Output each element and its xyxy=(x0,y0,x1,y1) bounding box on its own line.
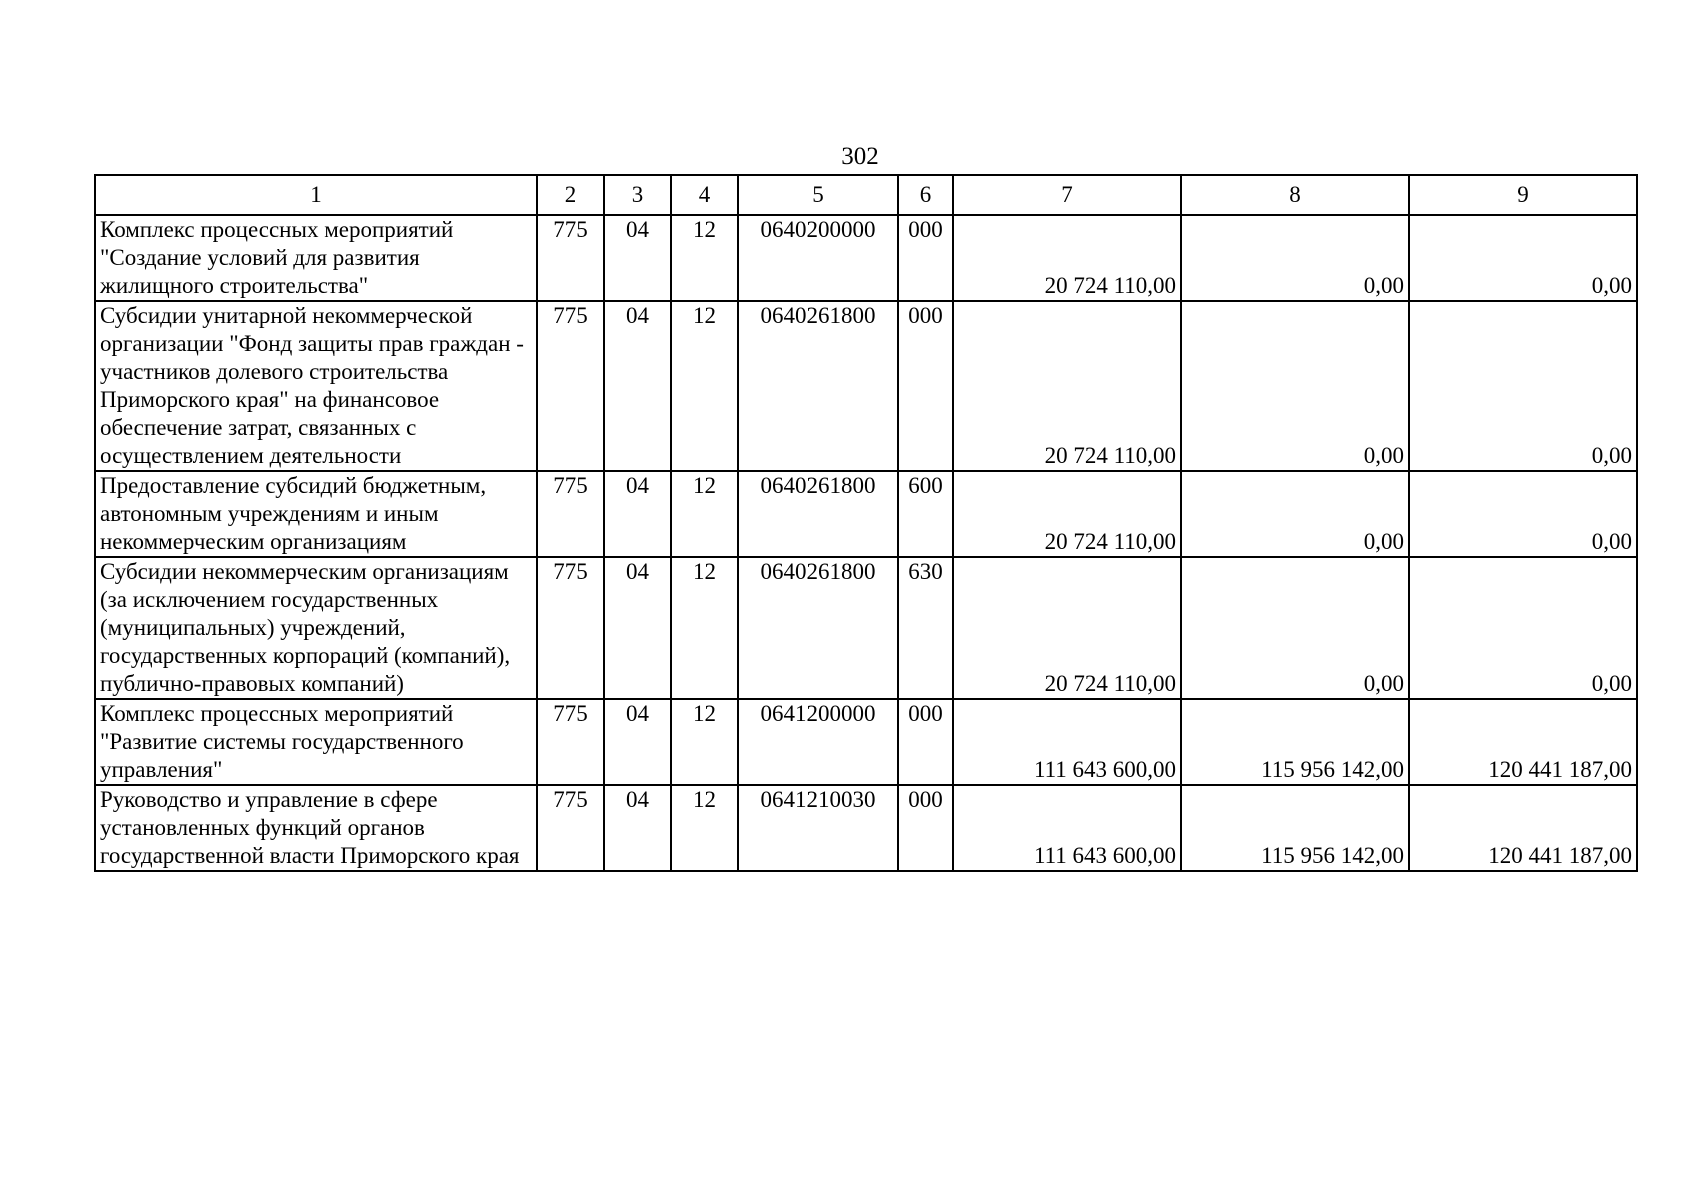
row-code-col4: 12 xyxy=(671,699,738,785)
column-header-9: 9 xyxy=(1409,175,1637,215)
row-amount-col9: 0,00 xyxy=(1409,301,1637,471)
row-name: Комплекс процессных мероприятий "Создание условий для развития жилищного строительства" xyxy=(95,215,537,301)
row-amount-col9: 120 441 187,00 xyxy=(1409,785,1637,871)
row-code-col6: 630 xyxy=(898,557,953,699)
row-amount-col7: 111 643 600,00 xyxy=(953,699,1181,785)
row-amount-col9: 0,00 xyxy=(1409,215,1637,301)
row-code-col4: 12 xyxy=(671,215,738,301)
column-header-8: 8 xyxy=(1181,175,1409,215)
table-row xyxy=(95,557,1637,699)
row-code-col6: 000 xyxy=(898,699,953,785)
row-name: Руководство и управление в сфере установленных функций органов государственной власти Приморского края xyxy=(95,785,537,871)
row-name: Субсидии некоммерческим организациям (за исключением государственных (муниципальных) учреждений, государственных корпораций (компаний), публично-правовых компаний) xyxy=(95,557,537,699)
budget-table xyxy=(94,174,1638,872)
row-code-col5: 0640261800 xyxy=(738,301,898,471)
row-amount-col9: 0,00 xyxy=(1409,471,1637,557)
row-amount-col7: 20 724 110,00 xyxy=(953,471,1181,557)
header-row xyxy=(95,175,1637,215)
row-amount-col7: 20 724 110,00 xyxy=(953,301,1181,471)
row-amount-col8: 115 956 142,00 xyxy=(1181,785,1409,871)
row-code-col2: 775 xyxy=(537,557,604,699)
column-header-6: 6 xyxy=(898,175,953,215)
column-header-2: 2 xyxy=(537,175,604,215)
row-code-col6: 000 xyxy=(898,301,953,471)
table-row xyxy=(95,301,1637,471)
table-row xyxy=(95,471,1637,557)
column-header-4: 4 xyxy=(671,175,738,215)
row-code-col5: 0641210030 xyxy=(738,785,898,871)
row-code-col3: 04 xyxy=(604,699,671,785)
table-row xyxy=(95,785,1637,871)
column-header-1: 1 xyxy=(95,175,537,215)
row-amount-col8: 0,00 xyxy=(1181,471,1409,557)
row-code-col2: 775 xyxy=(537,471,604,557)
row-code-col6: 600 xyxy=(898,471,953,557)
row-name: Предоставление субсидий бюджетным, автономным учреждениям и иным некоммерческим организациям xyxy=(95,471,537,557)
row-code-col4: 12 xyxy=(671,557,738,699)
row-code-col3: 04 xyxy=(604,471,671,557)
row-amount-col7: 20 724 110,00 xyxy=(953,557,1181,699)
table-row xyxy=(95,215,1637,301)
row-amount-col9: 0,00 xyxy=(1409,557,1637,699)
column-header-5: 5 xyxy=(738,175,898,215)
row-code-col5: 0640261800 xyxy=(738,471,898,557)
row-name: Субсидии унитарной некоммерческой организации "Фонд защиты прав граждан - участников долевого строительства Приморского края" на финансовое обеспечение затрат, связанных с осуществлением деятельности xyxy=(95,301,537,471)
column-header-7: 7 xyxy=(953,175,1181,215)
row-amount-col8: 115 956 142,00 xyxy=(1181,699,1409,785)
row-amount-col9: 120 441 187,00 xyxy=(1409,699,1637,785)
row-code-col5: 0640200000 xyxy=(738,215,898,301)
row-code-col5: 0641200000 xyxy=(738,699,898,785)
row-code-col3: 04 xyxy=(604,215,671,301)
row-amount-col8: 0,00 xyxy=(1181,215,1409,301)
row-code-col6: 000 xyxy=(898,215,953,301)
row-code-col3: 04 xyxy=(604,301,671,471)
column-header-3: 3 xyxy=(604,175,671,215)
row-code-col2: 775 xyxy=(537,699,604,785)
page-number: 302 xyxy=(841,143,879,170)
row-amount-col8: 0,00 xyxy=(1181,557,1409,699)
row-amount-col7: 111 643 600,00 xyxy=(953,785,1181,871)
row-code-col5: 0640261800 xyxy=(738,557,898,699)
row-code-col4: 12 xyxy=(671,785,738,871)
row-code-col2: 775 xyxy=(537,215,604,301)
row-name: Комплекс процессных мероприятий "Развитие системы государственного управления" xyxy=(95,699,537,785)
row-code-col3: 04 xyxy=(604,557,671,699)
row-amount-col8: 0,00 xyxy=(1181,301,1409,471)
row-code-col4: 12 xyxy=(671,471,738,557)
row-code-col2: 775 xyxy=(537,785,604,871)
table-row xyxy=(95,699,1637,785)
row-code-col3: 04 xyxy=(604,785,671,871)
row-code-col6: 000 xyxy=(898,785,953,871)
row-code-col4: 12 xyxy=(671,301,738,471)
row-code-col2: 775 xyxy=(537,301,604,471)
row-amount-col7: 20 724 110,00 xyxy=(953,215,1181,301)
